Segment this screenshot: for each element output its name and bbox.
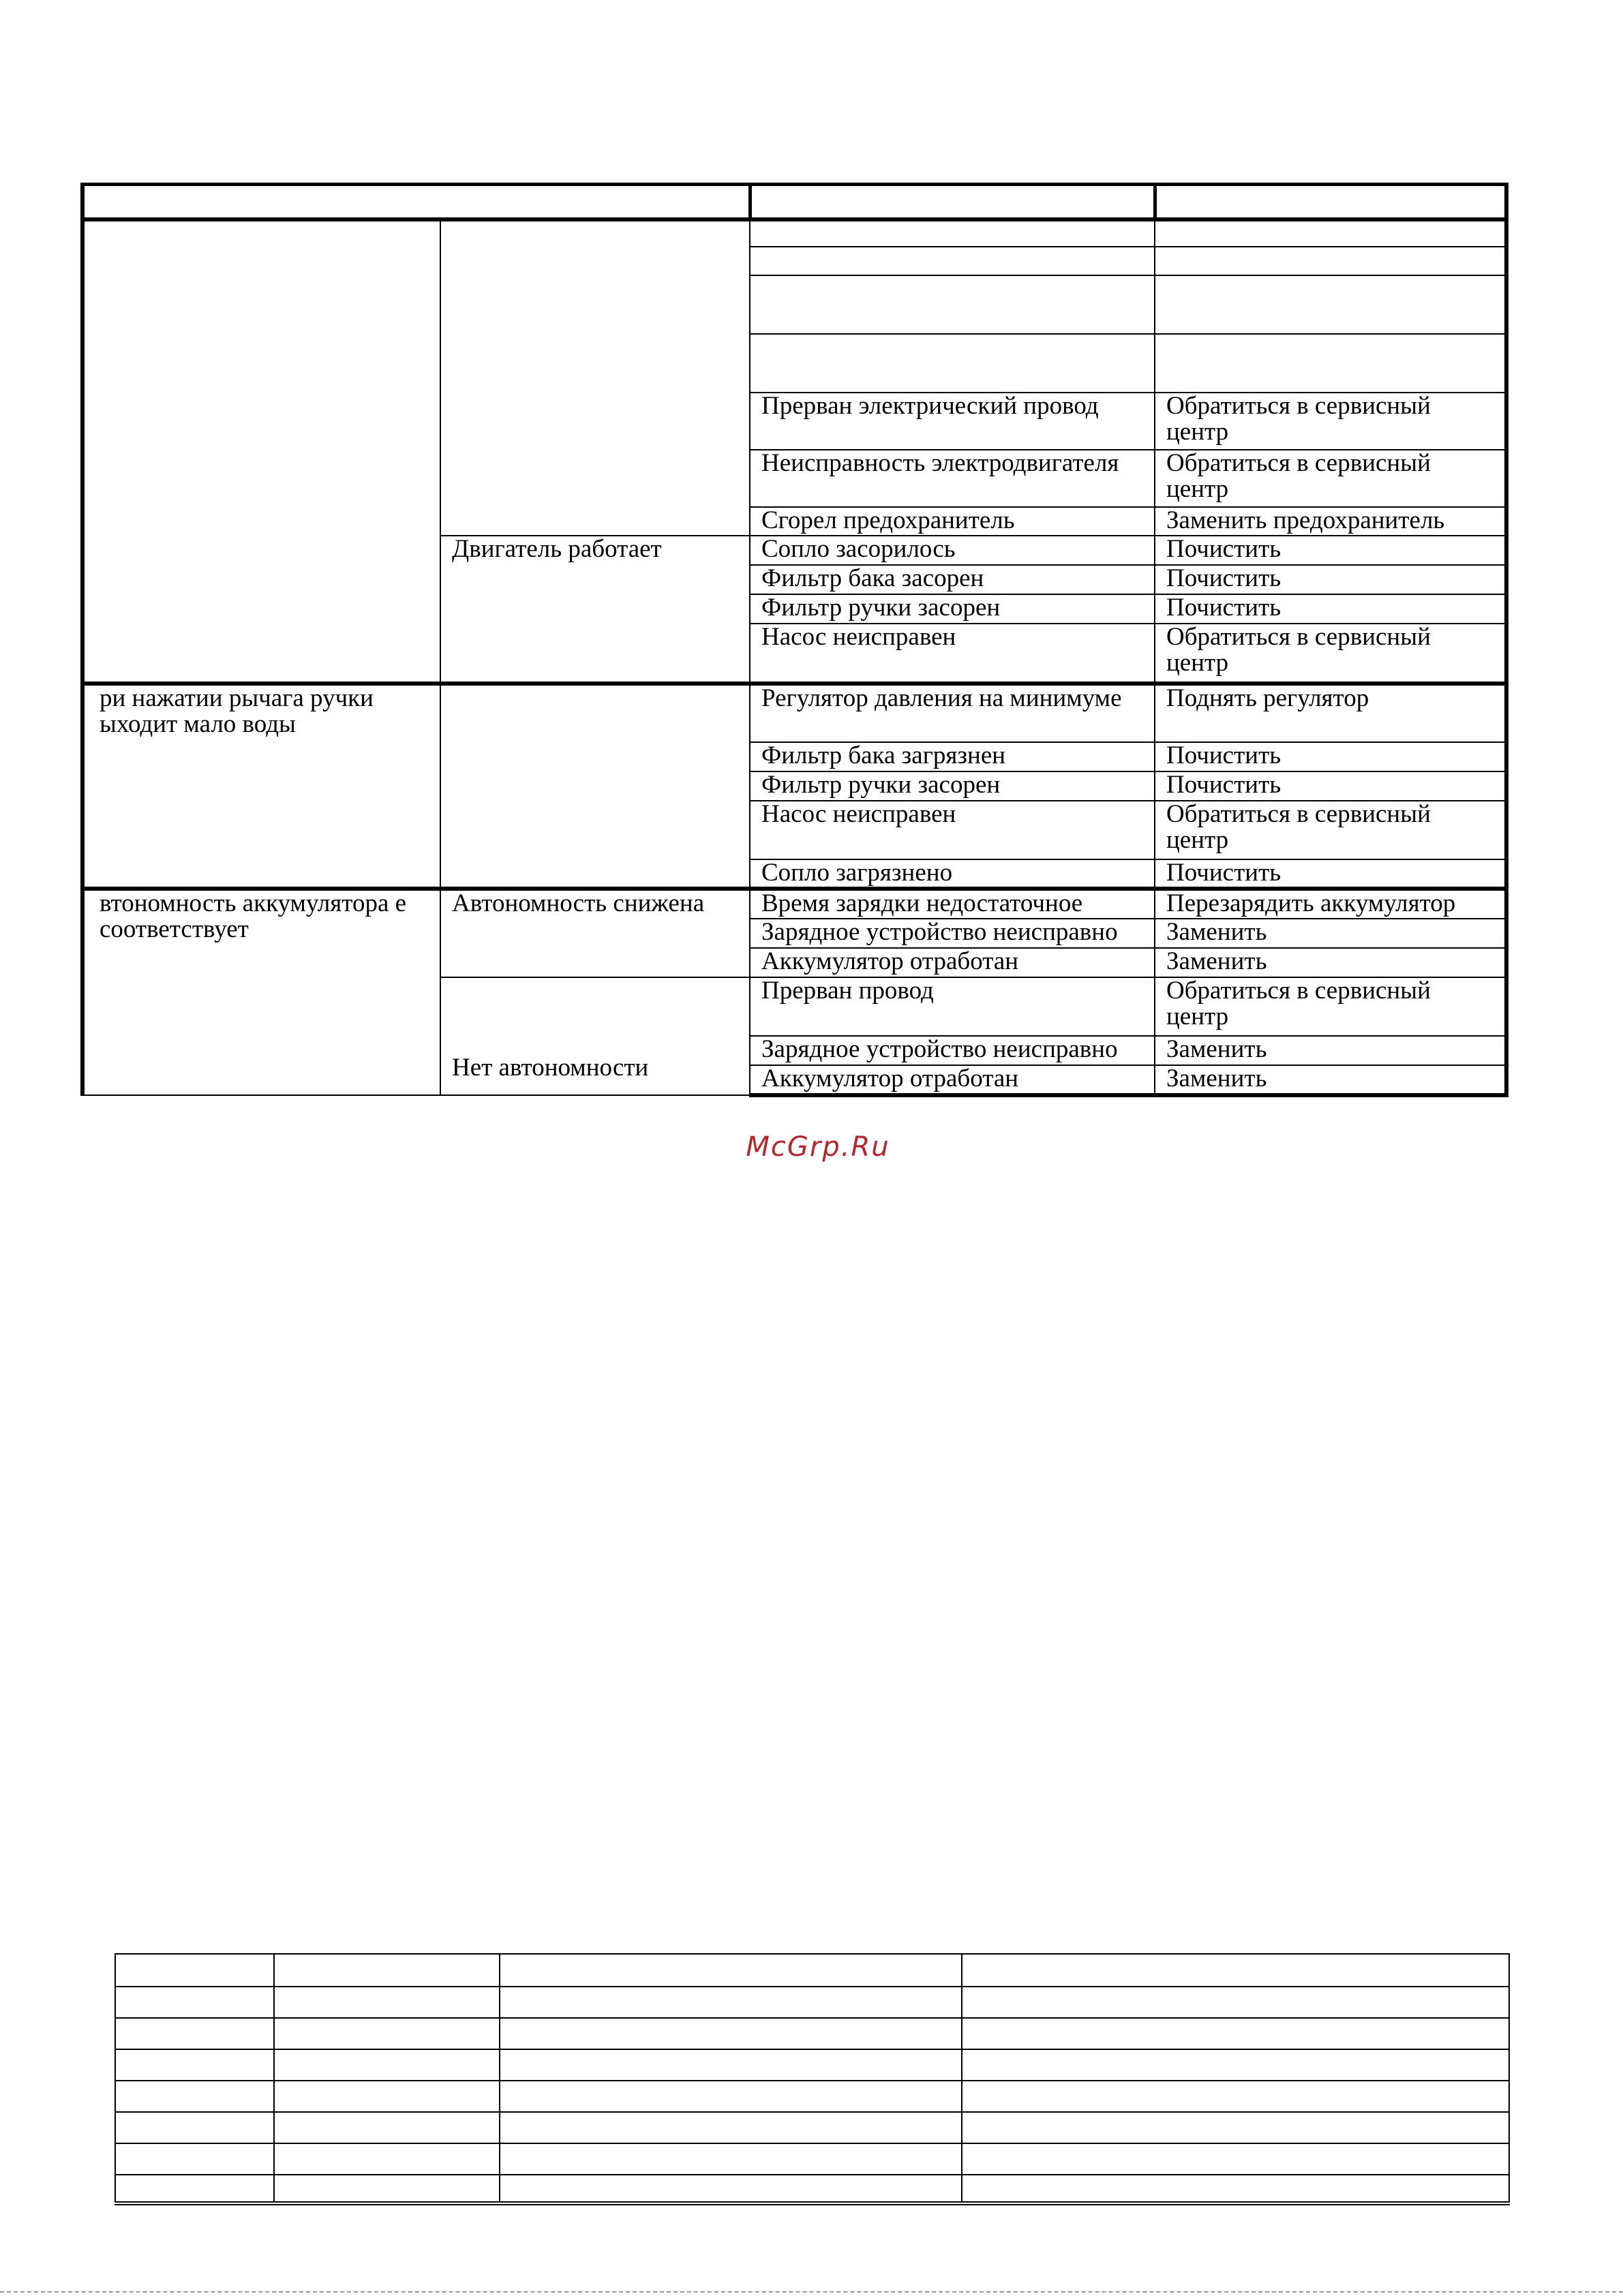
revision-cell: [962, 2112, 1509, 2143]
revision-cell: [274, 2112, 500, 2143]
revision-cell: [962, 2143, 1509, 2175]
remedy-cell: Почистить: [1155, 565, 1506, 594]
cause-cell: Аккумулятор отработан: [750, 948, 1155, 977]
revision-cell: [274, 2175, 500, 2203]
footer-divider: [0, 2291, 1623, 2293]
cause-cell: Прерван электрический провод: [750, 393, 1155, 450]
symptom-cell: [82, 219, 440, 684]
cause-cell: Насос неисправен: [750, 801, 1155, 859]
cause-cell: Фильтр ручки засорен: [750, 594, 1155, 624]
revision-cell: [115, 2049, 274, 2081]
cause-cell: [750, 275, 1155, 334]
revision-cell: [500, 1954, 962, 1987]
revision-cell: [115, 1954, 274, 1987]
remedy-cell: Обратиться в сервисный центр: [1155, 801, 1506, 859]
cause-cell: Зарядное устройство неисправно: [750, 919, 1155, 948]
header-cell-cause: [750, 185, 1155, 220]
watermark: McGrp.Ru: [746, 1131, 890, 1163]
remedy-cell: Почистить: [1155, 594, 1506, 624]
table-row: [115, 2112, 1509, 2143]
remedy-cell: Обратиться в сервисный центр: [1155, 393, 1506, 450]
table-row: [115, 2175, 1509, 2203]
remedy-cell: Обратиться в сервисный центр: [1155, 624, 1506, 684]
revision-table: [115, 1953, 1510, 2205]
revision-cell: [115, 2112, 274, 2143]
remedy-cell: Заменить: [1155, 919, 1506, 948]
remedy-cell: Перезарядить аккумулятор: [1155, 889, 1506, 919]
cause-cell: Фильтр бака засорен: [750, 565, 1155, 594]
remedy-cell: Почистить: [1155, 742, 1506, 771]
cause-cell: [750, 247, 1155, 275]
revision-cell: [500, 2143, 962, 2175]
table-row: [82, 684, 1506, 742]
table-row: [82, 889, 1506, 919]
revision-cell: [274, 1954, 500, 1987]
table-row: [115, 2049, 1509, 2081]
cause-cell: [750, 334, 1155, 393]
table-row: [115, 1954, 1509, 1987]
remedy-cell: [1155, 275, 1506, 334]
revision-cell: [962, 1954, 1509, 1987]
condition-cell: Двигатель работает: [440, 536, 750, 684]
revision-cell: [500, 2049, 962, 2081]
cause-cell: [750, 219, 1155, 247]
revision-cell: [500, 2175, 962, 2203]
remedy-cell: Заменить предохранитель: [1155, 507, 1506, 536]
table-row: [115, 2081, 1509, 2112]
revision-cell: [962, 2081, 1509, 2112]
cause-cell: Неисправность электродвигателя: [750, 450, 1155, 507]
cause-cell: Зарядное устройство неисправно: [750, 1036, 1155, 1065]
revision-cell: [500, 2112, 962, 2143]
remedy-cell: Обратиться в сервисный центр: [1155, 450, 1506, 507]
condition-cell: Нет автономности: [440, 977, 750, 1095]
cause-cell: Сопло засорилось: [750, 536, 1155, 565]
revision-cell: [274, 1987, 500, 2018]
revision-cell: [962, 2049, 1509, 2081]
remedy-cell: Почистить: [1155, 536, 1506, 565]
revision-cell: [962, 1987, 1509, 2018]
revision-cell: [500, 2081, 962, 2112]
troubleshooting-table: [80, 183, 1508, 1097]
header-cell-symptom: [82, 185, 750, 220]
header-cell-remedy: [1155, 185, 1506, 220]
revision-cell: [274, 2049, 500, 2081]
remedy-cell: Почистить: [1155, 771, 1506, 801]
condition-cell: [440, 219, 750, 536]
remedy-cell: Заменить: [1155, 1036, 1506, 1065]
cause-cell: Регулятор давления на минимуме: [750, 684, 1155, 742]
symptom-cell: втономность аккумулятора е соответствует: [82, 889, 440, 1095]
condition-cell: Автономность снижена: [440, 889, 750, 977]
revision-cell: [274, 2081, 500, 2112]
remedy-cell: [1155, 334, 1506, 393]
table-row: [115, 1987, 1509, 2018]
remedy-cell: Заменить: [1155, 1065, 1506, 1095]
revision-cell: [115, 2018, 274, 2049]
remedy-cell: Обратиться в сервисный центр: [1155, 977, 1506, 1036]
revision-cell: [115, 1987, 274, 2018]
table-row: [115, 2143, 1509, 2175]
condition-cell: [440, 684, 750, 889]
remedy-cell: Почистить: [1155, 859, 1506, 889]
revision-cell: [500, 2018, 962, 2049]
cause-cell: Аккумулятор отработан: [750, 1065, 1155, 1095]
cause-cell: Фильтр бака загрязнен: [750, 742, 1155, 771]
page-mark: [798, 0, 838, 4]
remedy-cell: [1155, 219, 1506, 247]
revision-cell: [274, 2143, 500, 2175]
revision-cell: [500, 1987, 962, 2018]
revision-cell: [115, 2081, 274, 2112]
symptom-cell: ри нажатии рычага ручки ыходит мало воды: [82, 684, 440, 889]
revision-cell: [962, 2175, 1509, 2203]
revision-cell: [962, 2018, 1509, 2049]
remedy-cell: Заменить: [1155, 948, 1506, 977]
cause-cell: Насос неисправен: [750, 624, 1155, 684]
cause-cell: Фильтр ручки засорен: [750, 771, 1155, 801]
table-row: [115, 2018, 1509, 2049]
cause-cell: Время зарядки недостаточное: [750, 889, 1155, 919]
cause-cell: Сопло загрязнено: [750, 859, 1155, 889]
remedy-cell: [1155, 247, 1506, 275]
cause-cell: Сгорел предохранитель: [750, 507, 1155, 536]
cause-cell: Прерван провод: [750, 977, 1155, 1036]
revision-cell: [274, 2018, 500, 2049]
table-header-row: [82, 185, 1506, 220]
table-row: [82, 219, 1506, 247]
revision-cell: [115, 2175, 274, 2203]
revision-cell: [115, 2143, 274, 2175]
remedy-cell: Поднять регулятор: [1155, 684, 1506, 742]
